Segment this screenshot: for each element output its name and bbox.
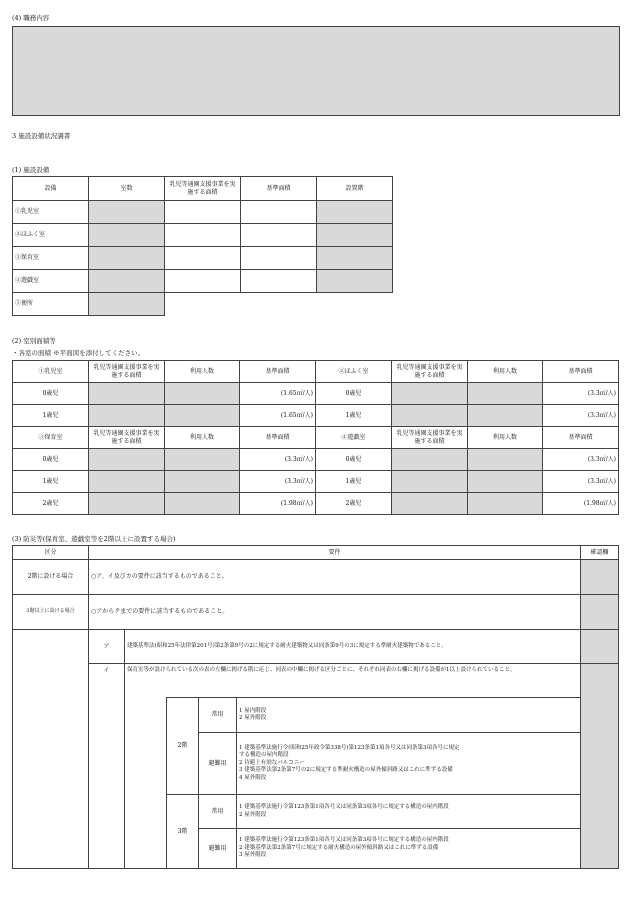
cell-input[interactable]: [89, 471, 165, 493]
standard-value: (1.65㎡/人): [240, 383, 316, 405]
row-3f-text: ○アからクまでの要件に該当するものであること。: [89, 595, 581, 630]
list-item: 2 屋外階段: [239, 811, 267, 818]
header-users: 利用人数: [165, 427, 240, 449]
room-crawling: ②ほふく室: [316, 361, 392, 383]
section-4-title: (4) 職務内容: [12, 14, 50, 22]
cell-input[interactable]: [392, 493, 468, 515]
age-label: 1歳児: [13, 405, 89, 427]
cell-input[interactable]: [89, 383, 165, 405]
facility-table: [12, 176, 393, 316]
check-cell[interactable]: [581, 664, 619, 869]
cell-input[interactable]: [89, 449, 165, 471]
header-standard-area: 基準面積: [543, 361, 619, 383]
row-label: ②ほふく室: [13, 224, 89, 247]
age-label: 2歳児: [13, 493, 89, 515]
section-2-title: (2) 室別面積等: [12, 337, 56, 345]
cell-input[interactable]: [165, 493, 240, 515]
item-i-label: イ: [89, 664, 125, 869]
age-label: 0歳児: [13, 383, 89, 405]
list-item: 4 屋外階段: [239, 774, 267, 781]
section-1-title: (1) 施設設備: [12, 166, 50, 174]
cell-input[interactable]: [165, 270, 241, 293]
cell-input[interactable]: [89, 293, 165, 316]
f2-evac-list: [237, 733, 581, 795]
header-requirements: 要件: [89, 546, 581, 560]
cell-input[interactable]: [241, 201, 317, 224]
list-item: 1 建築基準法施行令第123条第1項各号又は同条第3項各号に規定する構造の屋内階段: [239, 837, 449, 844]
cell-input[interactable]: [468, 383, 543, 405]
cell-input[interactable]: [317, 270, 393, 293]
normal-label: 常用: [199, 795, 237, 829]
check-cell[interactable]: [581, 630, 619, 664]
cell-input[interactable]: [392, 471, 468, 493]
cell-input[interactable]: [89, 201, 165, 224]
cell-input[interactable]: [468, 449, 543, 471]
header-standard-area: 基準面積: [240, 361, 316, 383]
cell-input[interactable]: [317, 224, 393, 247]
normal-label: 常用: [199, 698, 237, 733]
item-i-text: 保育室等が設けられている次の表の左欄に掲げる階に応じ、同表の中欄に掲げる区分ごとに、それぞれ同表の右欄に掲げる設備が1以上設けられていること。: [125, 664, 581, 698]
cell-input[interactable]: [392, 449, 468, 471]
cell-input[interactable]: [241, 224, 317, 247]
cell-input[interactable]: [89, 224, 165, 247]
row-label: ④遊戯室: [13, 270, 89, 293]
f3-normal-list: [237, 795, 581, 829]
header-equipment: 設備: [13, 177, 89, 201]
age-label: 0歳児: [316, 449, 392, 471]
standard-value: (1.98㎡/人): [543, 493, 619, 515]
row-label: ⑤便所: [13, 293, 89, 316]
section-2-note: ・各室の面積 ※平面図を添付してください。: [12, 349, 145, 357]
item-a-text: 建築基準法(昭和25年法律第201号)第2条第9号の2に規定する耐火建築物又は同条第9号の3に規定する準耐火建築物であること。: [125, 630, 581, 664]
header-program-area: 乳児等通園支援事業を実施する面積: [392, 361, 468, 383]
item-a-label: ア: [89, 630, 125, 664]
age-label: 2歳児: [316, 493, 392, 515]
list-item: 1 屋内階段: [239, 707, 267, 714]
standard-value: (1.98㎡/人): [240, 493, 316, 515]
list-item: 3 屋外階段: [239, 852, 267, 859]
duties-textarea[interactable]: [12, 26, 620, 116]
room-nursery: ③保育室: [13, 427, 89, 449]
f2-normal-list: [237, 698, 581, 733]
list-item: 3 建築基準法第2条第7号の2に規定する準耐火構造の屋外傾斜路又はこれに準ずる設備: [239, 767, 453, 774]
evacuation-label: 避難用: [199, 829, 237, 869]
header-program-area: 乳児等通園支援事業を実施する面積: [89, 361, 165, 383]
header-check: 確認欄: [581, 546, 619, 560]
cell-input[interactable]: [468, 493, 543, 515]
cell-input[interactable]: [392, 405, 468, 427]
floor-3-label: 3階: [167, 795, 199, 869]
cell-input[interactable]: [89, 405, 165, 427]
list-item: 1 建築基準法施行令第123条第1項各号又は同条第3項各号に規定する構造の屋内階段: [239, 804, 449, 810]
disaster-prevention-table: [12, 545, 619, 869]
header-users: 利用人数: [468, 427, 543, 449]
header-standard-area: 基準面積: [543, 427, 619, 449]
cell-input[interactable]: [165, 405, 240, 427]
floor-2-label: 2階: [167, 698, 199, 795]
header-category: 区分: [13, 546, 89, 560]
row-label: ③保育室: [13, 247, 89, 270]
list-item: 1 建築基準法施行令(昭和25年政令第338号)第123条第1項各号又は同条第3項各号に規定: [239, 744, 460, 751]
cell-input[interactable]: [241, 270, 317, 293]
cell-input[interactable]: [165, 383, 240, 405]
check-cell[interactable]: [581, 560, 619, 595]
header-users: 利用人数: [468, 361, 543, 383]
standard-value: (3.3㎡/人): [543, 383, 619, 405]
standard-value: (3.3㎡/人): [240, 471, 316, 493]
standard-value: (3.3㎡/人): [240, 449, 316, 471]
header-program-area: 乳児等通園支援事業を実施する面積: [392, 427, 468, 449]
room-infant: ①乳児室: [13, 361, 89, 383]
age-label: 0歳児: [316, 383, 392, 405]
room-playroom: ④遊戯室: [316, 427, 392, 449]
age-label: 0歳児: [13, 449, 89, 471]
age-label: 1歳児: [316, 405, 392, 427]
standard-value: (3.3㎡/人): [543, 449, 619, 471]
cell-input[interactable]: [165, 201, 241, 224]
age-label: 1歳児: [13, 471, 89, 493]
header-program-area: 乳児等通園支援事業を実施する面積: [165, 177, 241, 201]
standard-value: (3.3㎡/人): [543, 405, 619, 427]
row-label: ①乳児室: [13, 201, 89, 224]
check-cell[interactable]: [581, 595, 619, 630]
row-3f-label: 3階以上に設ける場合: [13, 595, 89, 630]
cell-input[interactable]: [468, 405, 543, 427]
list-item: する構造の屋内階段: [239, 752, 289, 759]
header-standard-area: 基準面積: [240, 427, 316, 449]
row-2f-text: ○ア、イ及びカの要件に該当するものであること。: [89, 560, 581, 595]
age-label: 1歳児: [316, 471, 392, 493]
cell-input[interactable]: [165, 449, 240, 471]
row-2f-label: 2階に設ける場合: [13, 560, 89, 595]
cell-input[interactable]: [165, 247, 241, 270]
cell-input[interactable]: [241, 247, 317, 270]
cell-input[interactable]: [317, 201, 393, 224]
standard-value: (3.3㎡/人): [543, 471, 619, 493]
header-program-area: 乳児等通園支援事業を実施する面積: [89, 427, 165, 449]
room-area-table: [12, 360, 619, 515]
cell-input[interactable]: [89, 247, 165, 270]
header-users: 利用人数: [165, 361, 240, 383]
f3-evac-list: [237, 829, 581, 869]
list-item: 2 屋外階段: [239, 715, 267, 721]
cell-input[interactable]: [317, 247, 393, 270]
header-room-count: 室数: [89, 177, 165, 201]
cell-input[interactable]: [89, 270, 165, 293]
header-standard-area: 基準面積: [241, 177, 317, 201]
cell-input[interactable]: [165, 471, 240, 493]
list-item: 2 待避上有効なバルコニー: [239, 759, 305, 766]
cell-input[interactable]: [468, 471, 543, 493]
header-floor: 設置階: [317, 177, 393, 201]
section-3-title: (3) 防災等(保育室、遊戯室等を2階以上に設置する場合): [12, 535, 176, 543]
facility-survey-title: 3 施設設備状況調書: [12, 132, 71, 140]
cell-input[interactable]: [165, 224, 241, 247]
standard-value: (1.65㎡/人): [240, 405, 316, 427]
cell-input[interactable]: [392, 383, 468, 405]
evacuation-label: 避難用: [199, 733, 237, 795]
cell-input[interactable]: [89, 493, 165, 515]
list-item: 2 建築基準法第2条第7号に規定する耐火構造の屋外傾斜路又はこれに準ずる設備: [239, 844, 439, 851]
